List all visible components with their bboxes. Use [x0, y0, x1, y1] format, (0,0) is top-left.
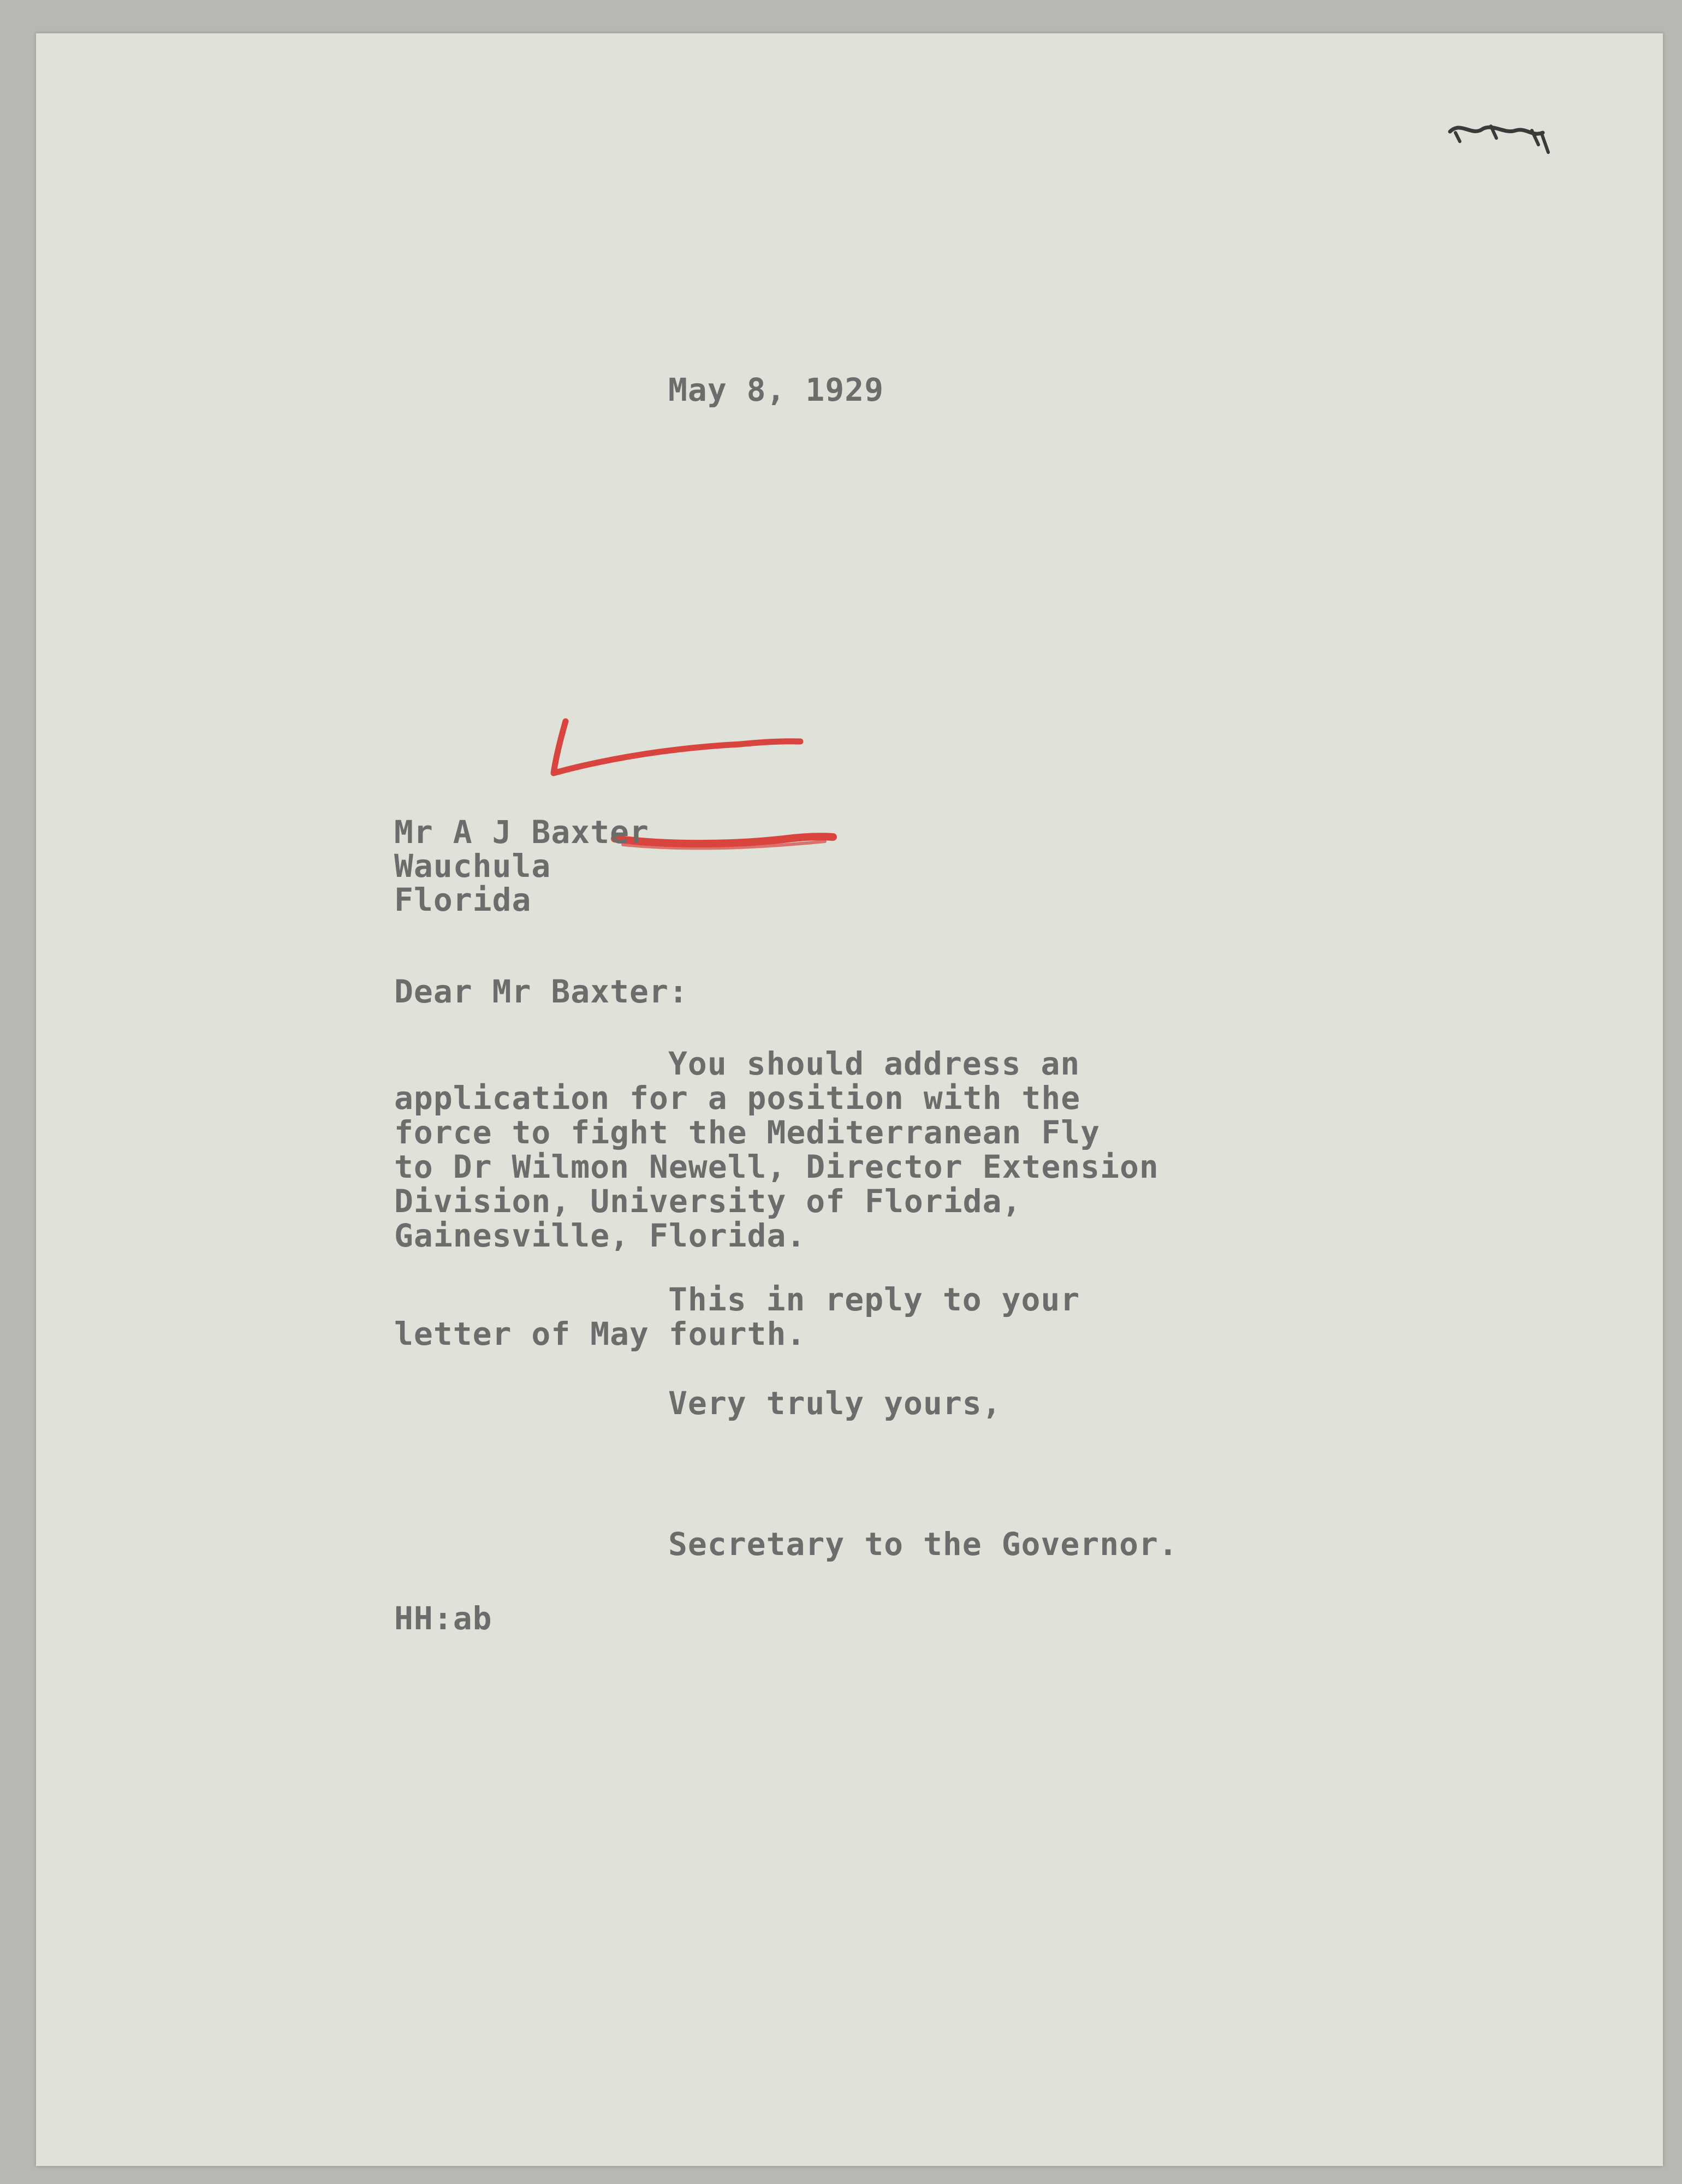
body-paragraph-2-line: letter of May fourth.	[394, 1315, 806, 1352]
body-paragraph-1-line: application for a position with the	[394, 1079, 1081, 1117]
complimentary-closing: Very truly yours,	[668, 1385, 1002, 1422]
body-paragraph-2-line: This in reply to your	[668, 1281, 1080, 1318]
addressee-state: Florida	[394, 881, 532, 918]
letter-date: May 8, 1929	[668, 371, 884, 408]
letter-page	[36, 33, 1663, 2166]
body-paragraph-1-line: to Dr Wilmon Newell, Director Extension	[394, 1148, 1159, 1185]
pencil-scribble-mark	[1439, 99, 1581, 159]
body-paragraph-1-line: force to fight the Mediterranean Fly	[394, 1114, 1101, 1151]
reference-initials: HH:ab	[394, 1600, 492, 1637]
signature-title: Secretary to the Governor.	[668, 1526, 1178, 1563]
red-check-mark	[527, 716, 866, 885]
body-paragraph-1-line: You should address an	[668, 1045, 1080, 1082]
body-paragraph-1-line: Division, University of Florida,	[394, 1183, 1022, 1220]
body-paragraph-1-line: Gainesville, Florida.	[394, 1217, 806, 1254]
addressee-name: Mr A J Baxter	[394, 814, 649, 851]
salutation: Dear Mr Baxter:	[394, 973, 688, 1010]
addressee-city: Wauchula	[394, 847, 551, 885]
